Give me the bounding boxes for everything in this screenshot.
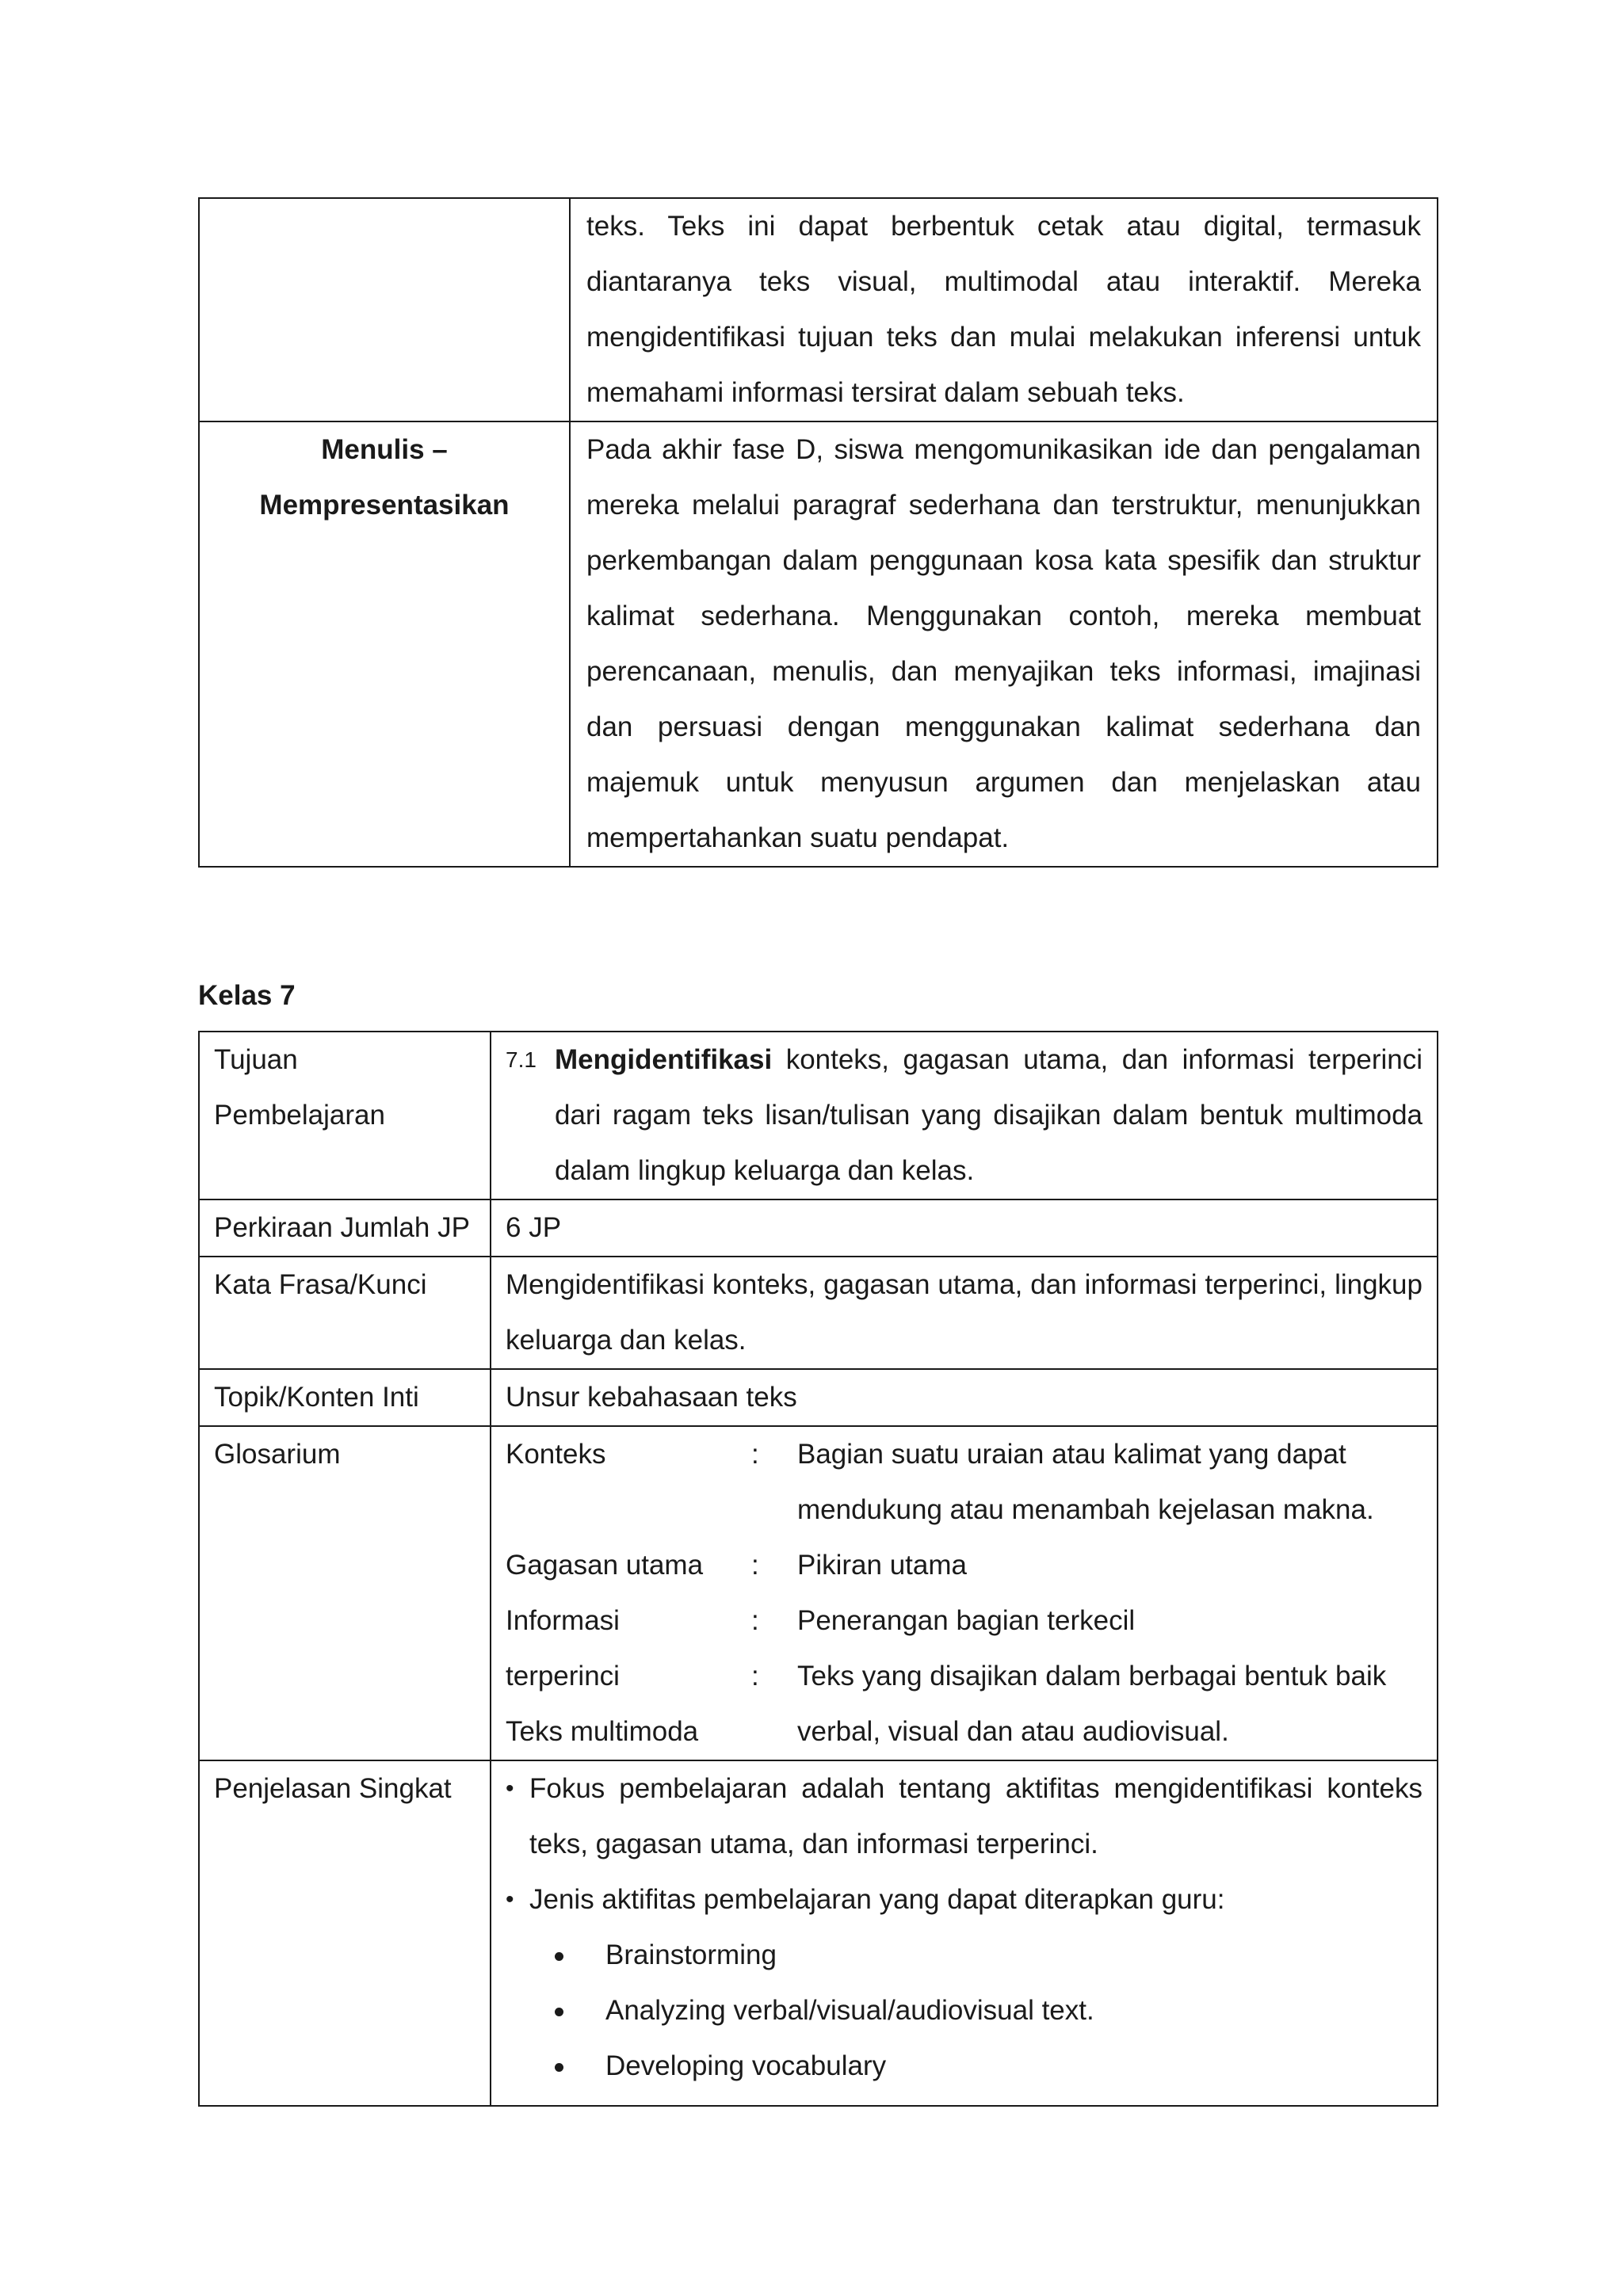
glossary-colon: : [751,1661,759,1691]
glossary-definition: Bagian suatu uraian atau kalimat yang dapat mendukung atau menambah kejelasan makna. [797,1439,1374,1525]
explanation-cell [491,1760,1438,2106]
glossary-entry [506,1593,1423,1649]
list-item [506,1983,1423,2039]
glossary-term: Teks multimoda [506,1716,699,1747]
bullet-text: Analyzing verbal/visual/audiovisual text. [605,1995,1094,2026]
table-row [199,1760,1438,2106]
glossary-colon: : [751,1439,759,1470]
list-item [506,1928,1423,1983]
table-row [199,198,1438,421]
skill-label-line: Mempresentasikan [259,490,510,521]
glossary-cell [491,1426,1438,1760]
bullet-icon: • [506,1886,514,1913]
section-heading: Kelas 7 [198,980,296,1011]
glossary-term: Informasi [506,1605,620,1636]
glossary-colon [751,1704,797,1760]
bullet-text: Developing vocabulary [605,2050,887,2081]
bullet-text: Fokus pembelajaran adalah tentang aktifitas mengidentifikasi konteks teks, gagasan utama, dan informasi terperinci. [529,1773,1423,1859]
glossary-term: Konteks [506,1439,606,1470]
glossary-colon: : [751,1605,759,1636]
skill-label-cell [199,198,570,421]
row-value: 6 JP [491,1199,1438,1257]
bullet-text: Brainstorming [605,1939,777,1970]
bullet-icon [555,1983,580,2039]
table-row [199,1257,1438,1369]
row-value: Mengidentifikasi konteks, gagasan utama, dan informasi terperinci, lingkup keluarga dan kelas. [491,1257,1438,1369]
objective-verb: Mengidentifikasi [555,1044,773,1075]
row-label: Perkiraan Jumlah JP [199,1199,491,1257]
skill-label-line: Menulis – [321,434,448,465]
table-row [199,1199,1438,1257]
glossary-definition: Teks yang disajikan dalam berbagai bentuk baik [797,1661,1387,1691]
bullet-icon [555,2039,580,2094]
lesson-plan-table [198,1031,1438,2107]
glossary-term: Gagasan utama [506,1550,704,1581]
outcome-text: teks. Teks ini dapat berbentuk cetak atau digital, termasuk diantaranya teks visual, multimodal atau interaktif. Mereka mengidentifikasi tujuan teks dan mulai melakukan inferensi untuk memahami informasi tersirat dalam sebuah teks. [570,198,1438,421]
table-row [199,1369,1438,1426]
glossary-entry [506,1427,1423,1538]
glossary-entry [506,1649,1423,1704]
list-item [506,1761,1423,1872]
bullet-icon: • [506,1775,514,1802]
glossary-term: terperinci [506,1661,620,1691]
table-row [199,1426,1438,1760]
learning-outcome-table [198,197,1438,868]
row-label: Tujuan Pembelajaran [199,1032,491,1199]
glossary-definition: verbal, visual dan atau audiovisual. [797,1716,1229,1747]
list-item [506,2039,1423,2094]
table-row [199,421,1438,867]
row-label: Topik/Konten Inti [199,1369,491,1426]
objective-cell [491,1032,1438,1199]
list-item [506,1872,1423,1928]
objective-number: 7.1 [506,1047,537,1072]
row-label: Glosarium [199,1426,491,1760]
objective-rest: konteks, gagasan utama, dan informasi terperinci dari ragam teks lisan/tulisan yang disajikan dalam bentuk multimoda dalam lingkup keluarga dan kelas. [555,1044,1423,1186]
outcome-text: Pada akhir fase D, siswa mengomunikasikan ide dan pengalaman mereka melalui paragraf sederhana dan terstruktur, menunjukkan perkembangan dalam penggunaan kosa kata spesifik dan struktur kalimat sederhana. Menggunakan contoh, mereka membuat perencanaan, menulis, dan menyajikan teks informasi, imajinasi dan persuasi dengan menggunakan kalimat sederhana dan majemuk untuk menyusun argumen dan menjelaskan atau mempertahankan suatu pendapat. [570,421,1438,867]
bullet-icon [555,1928,580,1983]
glossary-definition: Pikiran utama [797,1550,967,1581]
row-label: Penjelasan Singkat [199,1760,491,2106]
skill-label-cell [199,421,570,867]
objective-text [555,1032,1423,1199]
bullet-text: Jenis aktifitas pembelajaran yang dapat diterapkan guru: [529,1884,1225,1915]
glossary-colon: : [751,1550,759,1581]
row-label: Kata Frasa/Kunci [199,1257,491,1369]
row-value: Unsur kebahasaan teks [491,1369,1438,1426]
glossary-entry [506,1538,1423,1593]
glossary-entry [506,1704,1423,1760]
glossary-definition: Penerangan bagian terkecil [797,1605,1136,1636]
table-row [199,1032,1438,1199]
